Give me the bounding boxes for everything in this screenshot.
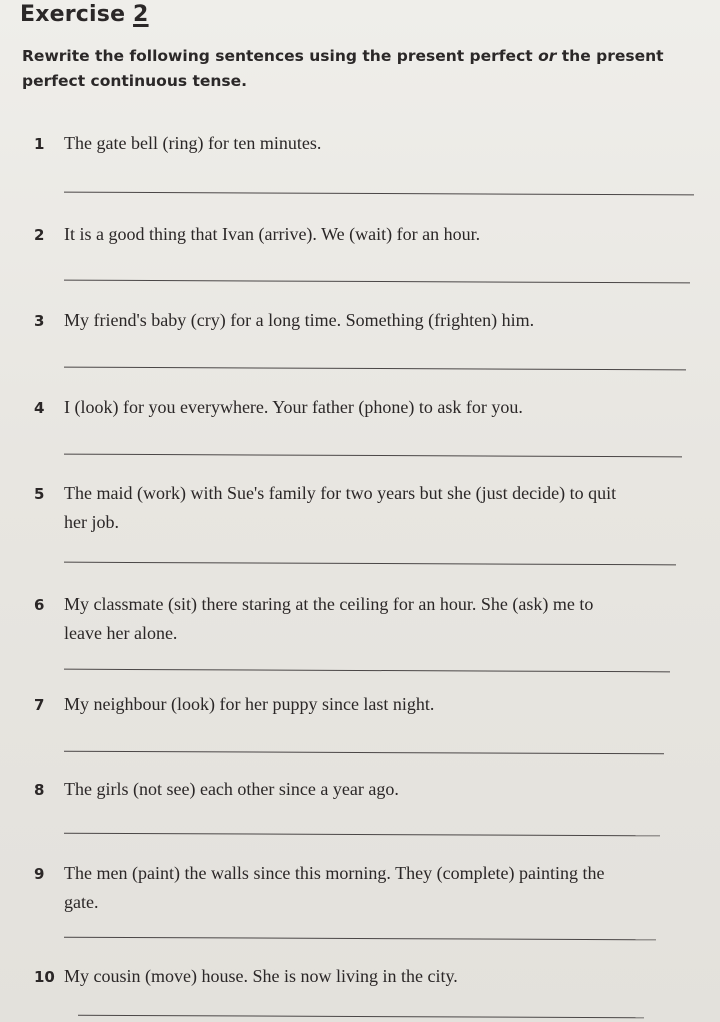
item-number: 3 (34, 312, 45, 330)
answer-line-5[interactable] (64, 562, 676, 566)
exercise-item-4 (34, 393, 523, 422)
answer-line-3[interactable] (64, 367, 686, 371)
instructions-or: or (538, 47, 557, 65)
item-sentence: The gate bell (ring) for ten minutes. (64, 133, 322, 153)
item-sentence: My classmate (sit) there staring at the ceiling for an hour. She (ask) me to (64, 594, 594, 614)
exercise-title-number: 2 (133, 2, 149, 27)
exercise-title (20, 2, 149, 27)
item-sentence: It is a good thing that Ivan (arrive). We (wait) for an hour. (64, 224, 481, 244)
item-number: 1 (34, 135, 45, 153)
instructions-part-2: the present perfect continuous tense. (22, 47, 664, 90)
item-sentence-continuation: gate. (64, 892, 99, 912)
item-sentence: The girls (not see) each other since a year ago. (64, 779, 399, 799)
answer-line-6[interactable] (64, 669, 670, 673)
exercise-title-word: Exercise (20, 2, 126, 27)
instructions-part-1: Rewrite the following sentences using the present perfect (22, 47, 539, 65)
answer-line-1[interactable] (64, 192, 694, 196)
item-number: 8 (34, 781, 45, 799)
item-sentence: My neighbour (look) for her puppy since last night. (64, 694, 435, 714)
exercise-item-5 (34, 479, 616, 536)
exercise-item-1 (34, 129, 321, 158)
answer-line-10[interactable] (78, 1015, 644, 1018)
answer-line-9[interactable] (64, 937, 656, 941)
item-number: 5 (34, 485, 45, 503)
item-number: 4 (34, 399, 45, 417)
answer-line-2[interactable] (64, 280, 690, 284)
item-sentence: My friend's baby (cry) for a long time. Something (frighten) him. (64, 310, 535, 330)
item-number: 6 (34, 596, 45, 614)
item-sentence: I (look) for you everywhere. Your father (phone) to ask for you. (64, 397, 523, 417)
item-number: 7 (34, 696, 45, 714)
item-number: 2 (34, 226, 45, 244)
exercise-item-10 (34, 962, 458, 991)
exercise-item-2 (34, 220, 480, 249)
item-sentence: The maid (work) with Sue's family for two years but she (just decide) to quit (64, 483, 617, 503)
item-number: 10 (34, 968, 55, 986)
exercise-item-7 (34, 690, 434, 719)
exercise-item-9 (34, 859, 605, 916)
item-sentence-continuation: leave her alone. (64, 623, 178, 643)
item-number: 9 (34, 865, 45, 883)
item-sentence-continuation: her job. (64, 512, 119, 532)
answer-line-4[interactable] (64, 454, 682, 458)
exercise-item-8 (34, 775, 399, 804)
exercise-instructions (22, 44, 712, 94)
item-sentence: The men (paint) the walls since this morning. They (complete) painting the (64, 863, 605, 883)
answer-line-8[interactable] (64, 833, 660, 837)
exercise-item-6 (34, 590, 593, 647)
answer-line-7[interactable] (64, 751, 664, 755)
item-sentence: My cousin (move) house. She is now living in the city. (64, 966, 458, 986)
exercise-item-3 (34, 306, 534, 335)
